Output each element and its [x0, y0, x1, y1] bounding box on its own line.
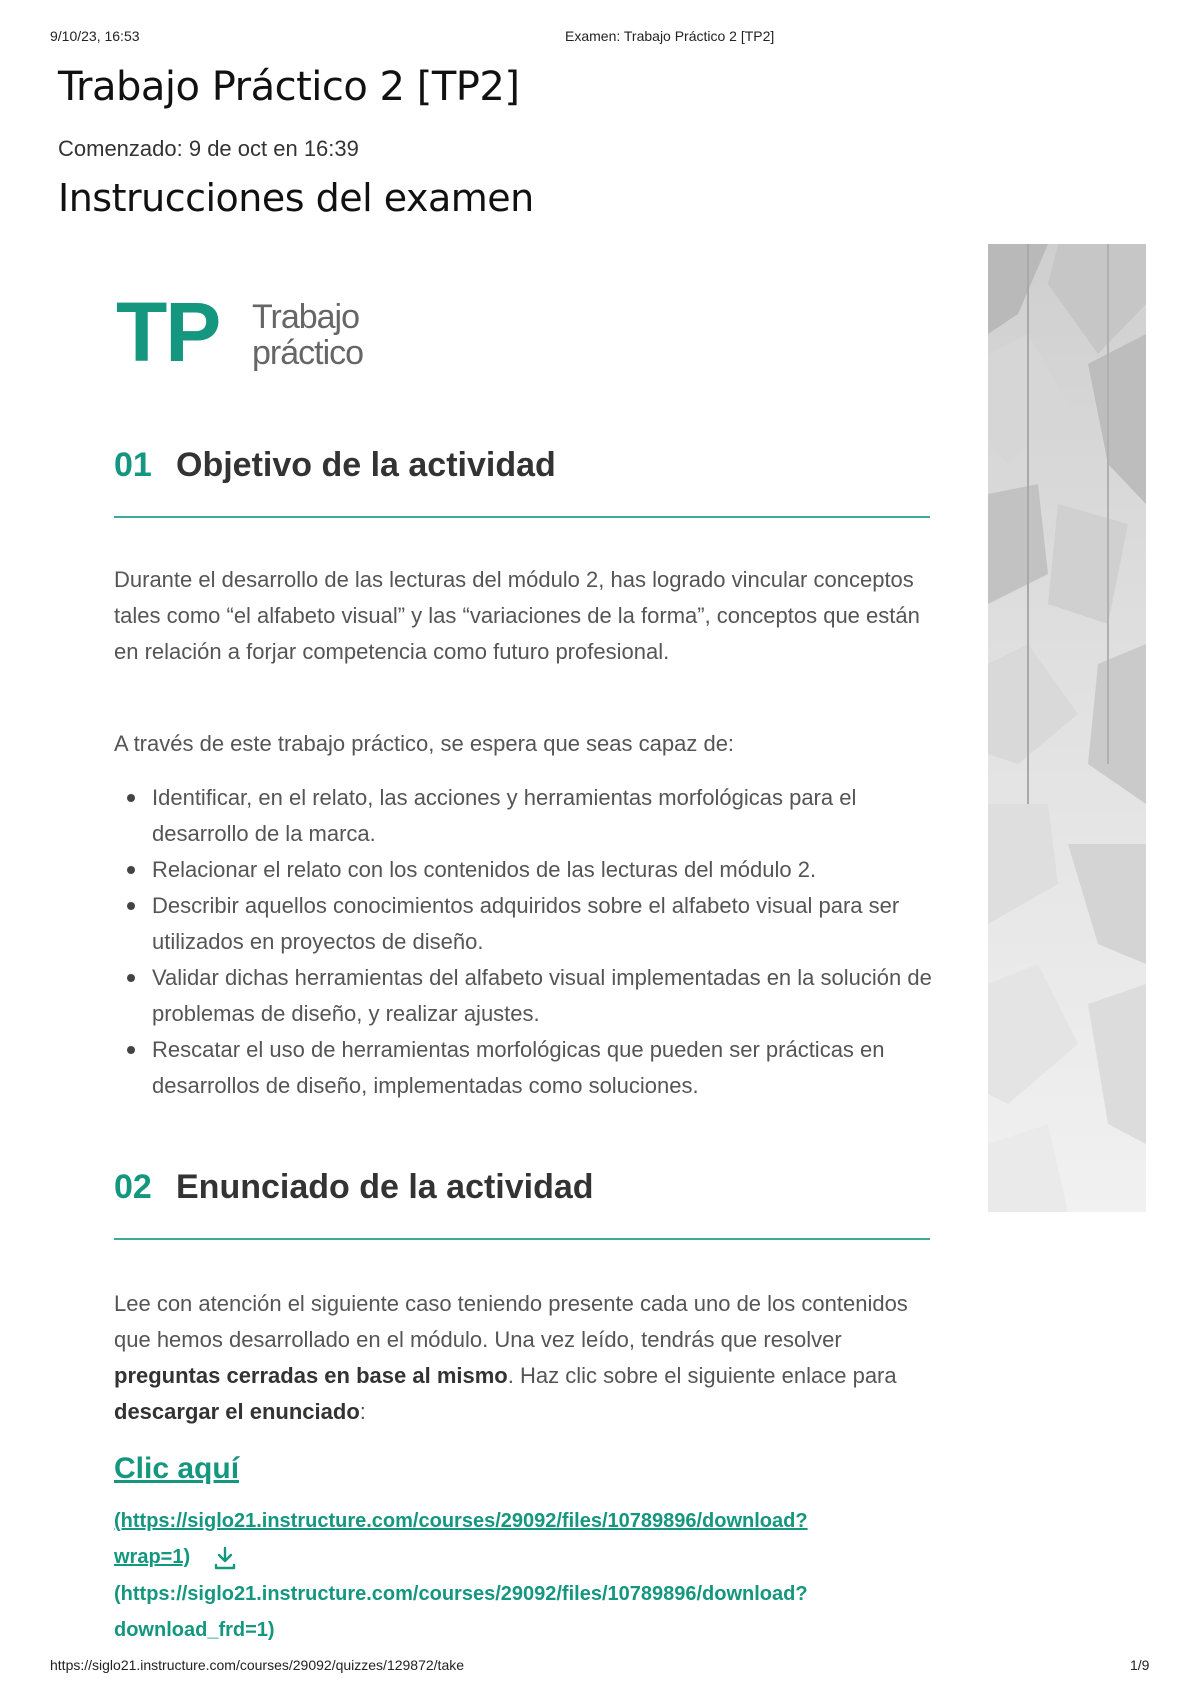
list-item: Identificar, en el relato, las acciones y herramientas morfológicas para el desarrollo de la marca.	[114, 780, 944, 852]
section-title: Objetivo de la actividad	[176, 446, 556, 484]
download-icon[interactable]	[212, 1545, 238, 1571]
tp-logo	[116, 285, 396, 379]
print-doc-title: Examen: Trabajo Práctico 2 [TP2]	[565, 28, 775, 44]
download-link[interactable]: Clic aquí	[114, 1452, 240, 1485]
print-url: https://siglo21.instructure.com/courses/29092/quizzes/129872/take	[50, 1657, 465, 1673]
print-footer	[0, 1657, 1200, 1677]
print-date: 9/10/23, 16:53	[50, 28, 140, 44]
page-indicator: 1/9	[1130, 1657, 1150, 1673]
enunciado-text-b: . Haz clic sobre el siguiente enlace para	[507, 1363, 897, 1388]
print-header	[0, 28, 1200, 48]
section-number: 02	[114, 1168, 152, 1206]
enunciado-bold-a: preguntas cerradas en base al mismo	[114, 1363, 508, 1388]
list-item: Relacionar el relato con los contenidos de las lecturas del módulo 2.	[114, 852, 944, 888]
logo-word-practico: práctico	[252, 334, 364, 372]
download-url-part-1: (https://siglo21.instructure.com/courses/29092/files/10789896/download?	[114, 1510, 808, 1532]
enunciado-text-c: :	[359, 1399, 366, 1424]
decorative-architecture-image	[988, 244, 1146, 1212]
download-frd-url[interactable]	[114, 1576, 914, 1648]
list-item: Describir aquellos conocimientos adquiridos sobre el alfabeto visual para ser utilizados en proyectos de diseño.	[114, 888, 944, 960]
section-enunciado-heading	[114, 1168, 930, 1240]
download-frd-url-part-2: download_frd=1)	[114, 1619, 275, 1641]
started-timestamp: Comenzado: 9 de oct en 16:39	[58, 136, 359, 161]
objectives-list	[114, 780, 944, 1104]
enunciado-text-a: Lee con atención el siguiente caso teniendo presente cada uno de los contenidos que hemos desarrollado en el módulo. Una vez leído, tendrás que resolver	[114, 1291, 908, 1352]
enunciado-bold-b: descargar el enunciado	[114, 1399, 360, 1424]
enunciado-paragraph	[114, 1286, 934, 1430]
download-url-part-2: wrap=1)	[114, 1546, 191, 1568]
logo-word-trabajo: Trabajo	[252, 298, 360, 336]
section-objetivo-heading	[114, 446, 930, 518]
list-item: Rescatar el uso de herramientas morfológicas que pueden ser prácticas en desarrollos de diseño, implementadas como soluciones.	[114, 1032, 944, 1104]
download-frd-url-part-1: (https://siglo21.instructure.com/courses/29092/files/10789896/download?	[114, 1583, 808, 1605]
objective-paragraph: Durante el desarrollo de las lecturas del módulo 2, has logrado vincular conceptos tales como “el alfabeto visual” y las “variaciones de la forma”, conceptos que están en relación a forjar competencia como futuro profesional.	[114, 567, 920, 664]
page-title: Trabajo Práctico 2 [TP2]	[58, 64, 520, 110]
section-number: 01	[114, 446, 152, 484]
instructions-title: Instrucciones del examen	[58, 176, 534, 220]
objective-intro: A través de este trabajo práctico, se espera que seas capaz de:	[114, 731, 735, 756]
logo-letters: TP	[116, 285, 220, 379]
list-item: Validar dichas herramientas del alfabeto visual implementadas en la solución de problemas de diseño, y realizar ajustes.	[114, 960, 944, 1032]
section-title: Enunciado de la actividad	[176, 1168, 594, 1206]
